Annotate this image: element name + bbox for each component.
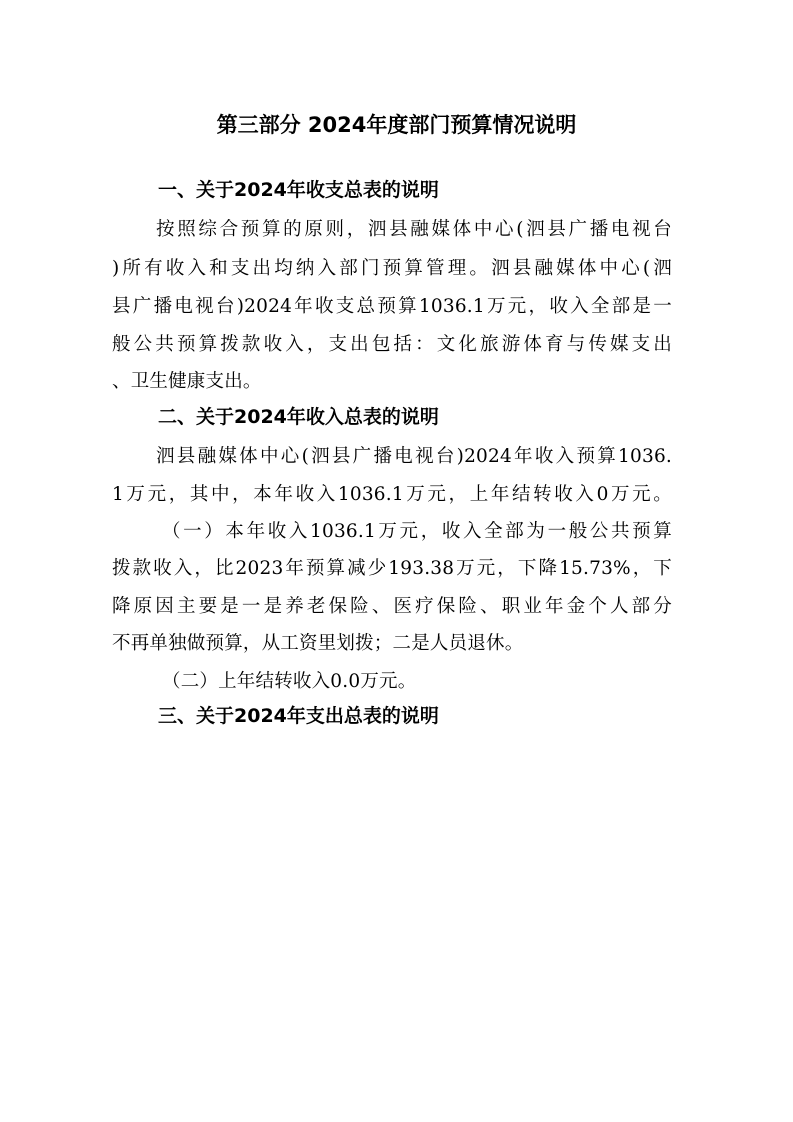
- section-3-heading: 三、关于2024年支出总表的说明: [158, 705, 439, 727]
- section-1-line-2: )所有收入和支出均纳入部门预算管理。泗县融媒体中心(泗: [112, 258, 672, 279]
- section-2-line-2: 1万元，其中，本年收入1036.1万元，上年结转收入0万元。: [112, 484, 672, 505]
- section-2-heading: 二、关于2024年收入总表的说明: [158, 406, 439, 428]
- section-2-sub1-line-2: 拨款收入，比2023年预算减少193.38万元，下降15.73%，下: [112, 558, 672, 579]
- section-2-sub1-line-3: 降原因主要是一是养老保险、医疗保险、职业年金个人部分: [112, 596, 672, 617]
- section-1-line-4: 般公共预算拨款收入，支出包括：文化旅游体育与传媒支出: [112, 334, 672, 355]
- section-1-line-1: 按照综合预算的原则，泗县融媒体中心(泗县广播电视台: [156, 219, 672, 240]
- section-1-line-5: 、卫生健康支出。: [112, 371, 262, 392]
- section-2-sub1-line-1: （一）本年收入1036.1万元，收入全部为一般公共预算: [162, 521, 672, 542]
- section-2-sub2-line: （二）上年结转收入0.0万元。: [162, 671, 417, 692]
- section-1-line-3: 县广播电视台)2024年收支总预算1036.1万元，收入全部是一: [112, 296, 672, 317]
- section-1-heading: 一、关于2024年收支总表的说明: [158, 179, 439, 201]
- page-title: 第三部分 2024年度部门预算情况说明: [216, 113, 577, 137]
- section-2-line-1: 泗县融媒体中心(泗县广播电视台)2024年收入预算1036.: [156, 446, 672, 467]
- section-2-sub1-line-4: 不再单独做预算，从工资里划拨；二是人员退休。: [112, 633, 524, 654]
